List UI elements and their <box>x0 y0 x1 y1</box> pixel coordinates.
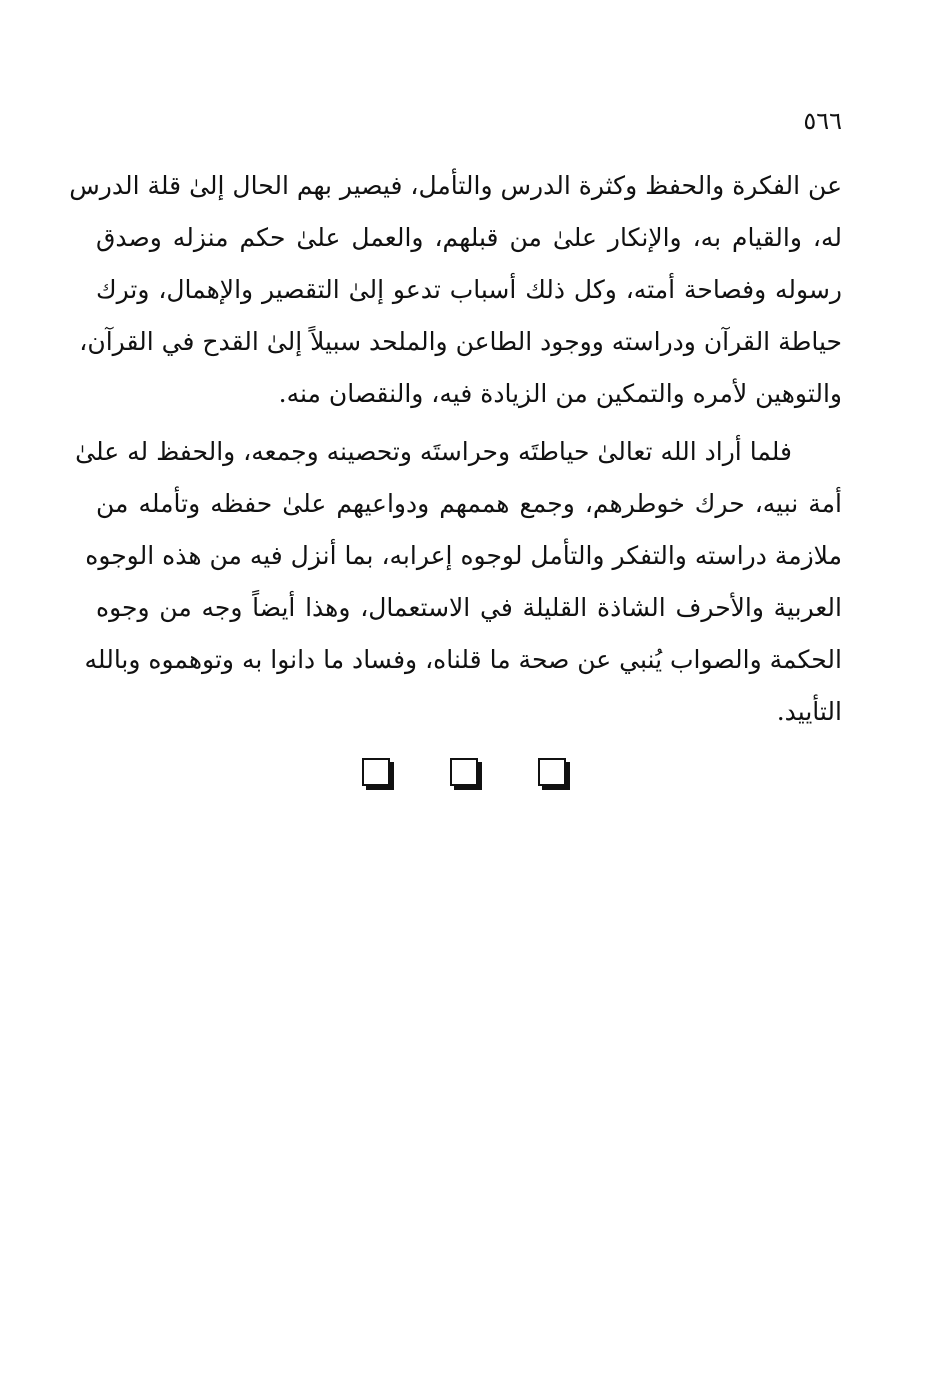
text-line: عن الفكرة والحفظ وكثرة الدرس والتأمل، فيصير بهم الحال إلىٰ قلة الدرس <box>69 171 842 200</box>
page-number: ٥٦٦ <box>803 107 842 135</box>
square-ornament-icon <box>362 758 390 786</box>
text-line: ملازمة دراسته والتفكر والتأمل لوجوه إعرابه، بما أنزل فيه من هذه الوجوه <box>85 541 842 570</box>
text-line: أمة نبيه، حرك خوطرهم، وجمع هممهم ودواعيهم علىٰ حفظه وتأمله من <box>96 489 842 518</box>
text-line: الحكمة والصواب يُنبي عن صحة ما قلناه، وفساد ما دانوا به وتوهموه وبالله <box>84 645 842 674</box>
text-line: فلما أراد الله تعالىٰ حياطتَه وحراستَه وتحصينه وجمعه، والحفظ له علىٰ <box>75 437 792 466</box>
section-separator <box>0 758 942 792</box>
square-ornament-icon <box>538 758 566 786</box>
paragraph-2 <box>75 426 842 738</box>
text-line: له، والقيام به، والإنكار علىٰ من قبلهم، والعمل علىٰ حكم منزله وصدق <box>96 223 842 252</box>
text-line: والتوهين لأمره والتمكين من الزيادة فيه، والنقصان منه. <box>278 379 842 408</box>
text-line: التأييد. <box>776 697 842 726</box>
text-line: حياطة القرآن ودراسته ووجود الطاعن والملحد سبيلاً إلىٰ القدح في القرآن، <box>79 327 842 356</box>
text-line: العربية والأحرف الشاذة القليلة في الاستعمال، وهذا أيضاً وجه من وجوه <box>96 593 842 622</box>
paragraph-1 <box>69 160 842 420</box>
text-line: رسوله وفصاحة أمته، وكل ذلك أسباب تدعو إلىٰ التقصير والإهمال، وترك <box>96 275 842 304</box>
body-text <box>69 160 842 738</box>
square-ornament-icon <box>450 758 478 786</box>
